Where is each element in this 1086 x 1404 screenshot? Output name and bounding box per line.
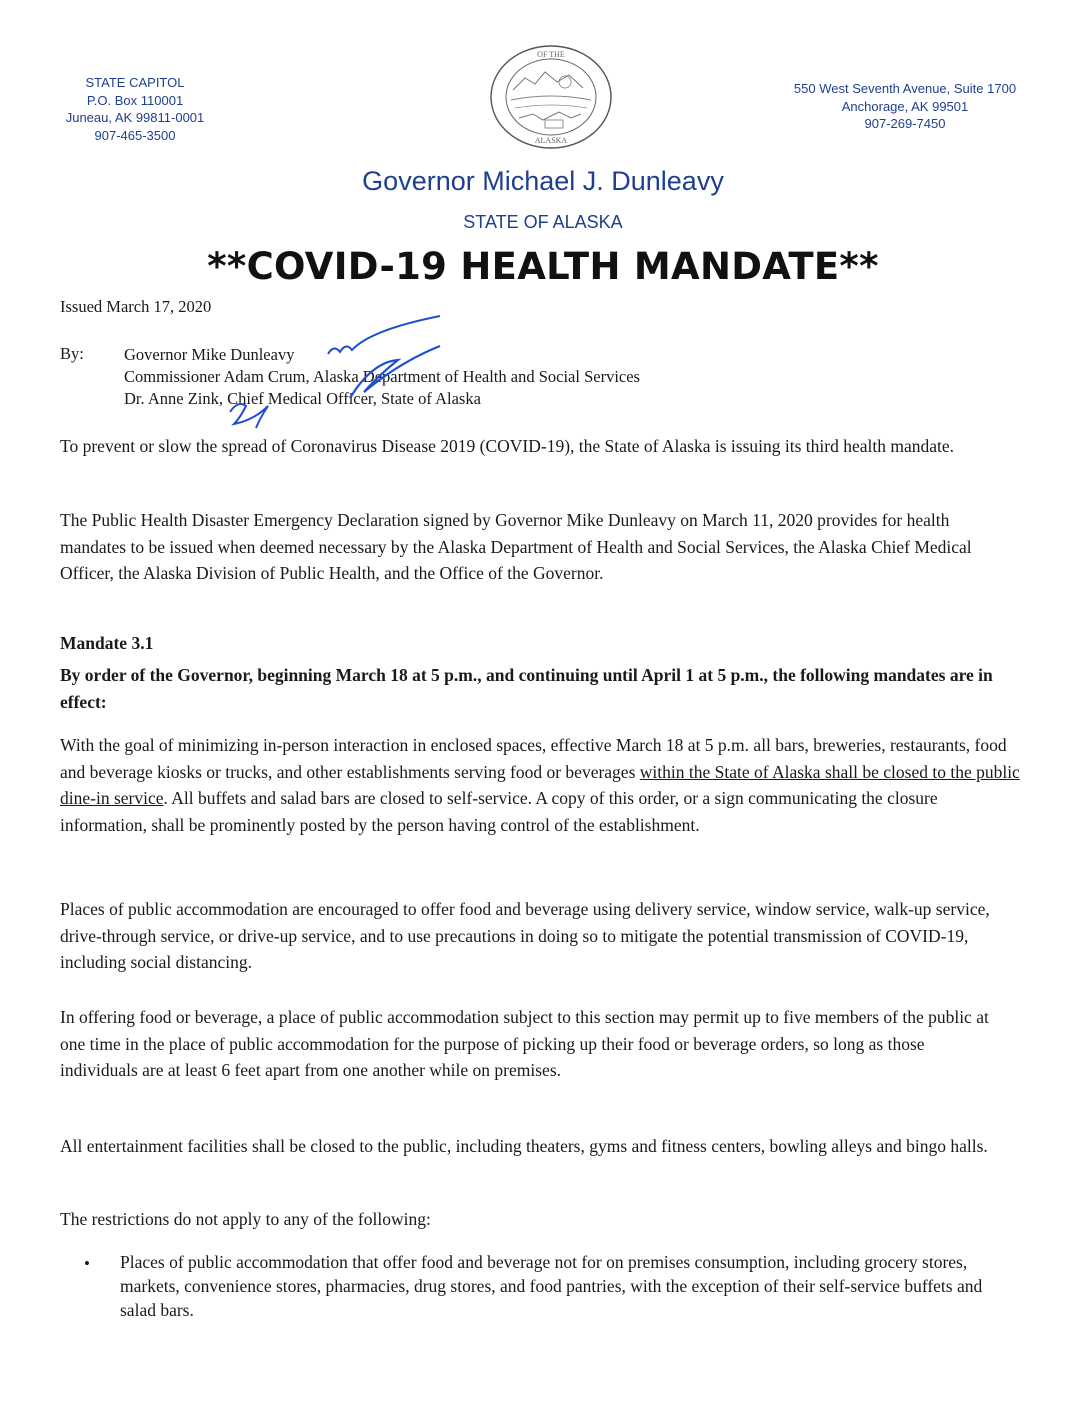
closure-text-end: . All buffets and salad bars are closed to self-service. A copy of this order, or a sign communicating the closure information, shall be prominently posted by the person having control of the establishment. bbox=[60, 788, 938, 835]
state-seal-icon bbox=[485, 42, 617, 152]
address-line: 550 West Seventh Avenue, Suite 1700 bbox=[793, 81, 1017, 96]
exceptions-paragraph: The restrictions do not apply to any of the following: bbox=[60, 1209, 431, 1229]
issued-date: Issued March 17, 2020 bbox=[60, 297, 212, 316]
address-line: 907-269-7450 bbox=[864, 116, 946, 131]
order-heading: By order of the Governor, beginning March 18 at 5 p.m., and continuing until April 1 at 5 p.m., the following mandates are in effect: bbox=[60, 665, 993, 712]
closure-text: With the goal of minimizing in-person interaction in enclosed spaces, effective March 18 at 5 p.m. all bars, breweries, restaurants, food and beverage kiosks or trucks, and other establishments serving food or beverages bbox=[60, 735, 1007, 782]
closure-underlined-text: within the State of Alaska shall be closed to the public dine-in service bbox=[60, 761, 1020, 808]
by-label: By: bbox=[60, 344, 84, 363]
page-title: **COVID-19 HEALTH MANDATE** bbox=[207, 245, 879, 288]
signatories-list bbox=[124, 344, 640, 410]
accommodation-paragraph: Places of public accommodation are encouraged to offer food and beverage using delivery service, window service, walk-up service, drive-through service, or drive-up service, and to use precautions in doing so to mitigate the potential transmission of COVID-19, including social distancing. bbox=[60, 899, 990, 972]
closure-paragraph bbox=[60, 732, 1020, 838]
pickup-paragraph: In offering food or beverage, a place of public accommodation subject to this section may permit up to five members of the public at one time in the place of public accommodation for the purpose of picking up their food or beverage orders, so long as those individuals are at least 6 feet apart from one another while on premises. bbox=[60, 1007, 989, 1080]
entertainment-paragraph: All entertainment facilities shall be closed to the public, including theaters, gyms and fitness centers, bowling alleys and bingo halls. bbox=[60, 1136, 988, 1156]
mandate-heading: Mandate 3.1 bbox=[60, 633, 154, 653]
state-name: STATE OF ALASKA bbox=[463, 212, 623, 232]
address-line: 907-465-3500 bbox=[94, 127, 176, 143]
address-line: P.O. Box 110001 bbox=[86, 92, 184, 108]
address-line: Juneau, AK 99811-0001 bbox=[65, 110, 205, 125]
address-line: Anchorage, AK 99501 bbox=[841, 98, 969, 114]
address-line: STATE CAPITOL bbox=[85, 75, 185, 90]
signatory: Dr. Anne Zink, Chief Medical Officer, State of Alaska bbox=[124, 389, 481, 408]
bullet-icon: • bbox=[84, 1254, 90, 1273]
list-item: Places of public accommodation that offer food and beverage not for on premises consumption, including grocery stores, markets, convenience stores, pharmacies, drug stores, and food pantries, with the exception of their self-service buffets and salad bars. bbox=[120, 1252, 983, 1320]
svg-text:ALASKA: ALASKA bbox=[534, 136, 568, 145]
anchorage-address bbox=[780, 80, 1030, 133]
signatory: Commissioner Adam Crum, Alaska Department of Health and Social Services bbox=[124, 367, 640, 386]
capitol-address bbox=[40, 74, 230, 144]
declaration-paragraph: The Public Health Disaster Emergency Declaration signed by Governor Mike Dunleavy on March 11, 2020 provides for health mandates to be issued when deemed necessary by the Alaska Department of Health and Social Services, the Alaska Chief Medical Officer, the Alaska Division of Public Health, and the Office of the Governor. bbox=[60, 510, 972, 583]
governor-name: Governor Michael J. Dunleavy bbox=[362, 166, 724, 196]
intro-paragraph: To prevent or slow the spread of Coronavirus Disease 2019 (COVID-19), the State of Alaska is issuing its third health mandate. bbox=[60, 436, 955, 456]
signatory: Governor Mike Dunleavy bbox=[124, 345, 295, 364]
svg-text:OF THE: OF THE bbox=[537, 50, 565, 59]
